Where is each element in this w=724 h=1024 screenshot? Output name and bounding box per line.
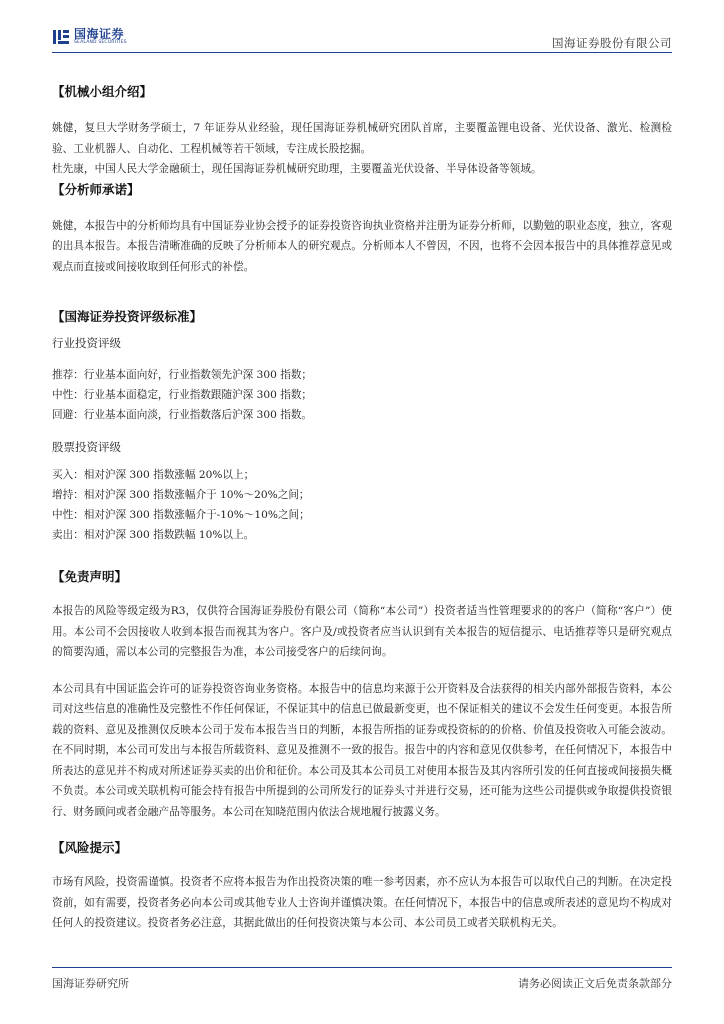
rating-section-title: 【国海证券投资评级标准】 (52, 309, 203, 324)
footer-disclaimer-note: 请务必阅读正文后免责条款部分 (518, 977, 672, 990)
sealand-logo-icon (52, 28, 70, 46)
header-company-name: 国海证券股份有限公司 (552, 36, 672, 50)
stock-rating-line: 卖出：相对沪深 300 指数跌幅 10%以上。 (52, 529, 255, 541)
stock-rating-line: 中性：相对沪深 300 指数涨幅介于-10%～10%之间； (52, 509, 310, 521)
commitment-paragraph: 姚健，本报告中的分析师均具有中国证券业协会授予的证券投资咨询执业资格并注册为证券分析师，以勤勉的职业态度，独立，客观的出具本报告。本报告清晰准确的反映了分析师本人的研究观点。分析师本人不曾因，不因，也将不会因本报告中的具体推荐意见或观点而直接或间接收取到任何形式的补偿。 (52, 219, 672, 273)
disclaimer-section (52, 567, 672, 822)
analyst-bio-1: 姚健，复旦大学财务学硕士，7 年证券从业经验，现任国海证券机械研究团队首席，主要覆盖锂电设备、光伏设备、激光、检测检验、工业机器人、自动化、工程机械等若干领域，专注成长股挖掘。 (52, 122, 672, 155)
team-section-title: 【机械小组介绍】 (52, 84, 153, 99)
page-header (52, 28, 672, 53)
rating-section (52, 307, 672, 545)
industry-rating-line: 回避：行业基本面向淡，行业指数落后沪深 300 指数。 (52, 409, 313, 421)
commitment-section-title: 【分析师承诺】 (52, 181, 140, 197)
team-section (52, 82, 672, 180)
risk-section-title: 【风险提示】 (52, 840, 128, 855)
report-body (52, 82, 672, 934)
logo-chinese-name: 国海证券 (74, 27, 125, 42)
disclaimer-section-title: 【免责声明】 (52, 569, 128, 584)
analyst-bio-2: 杜先康，中国人民大学金融硕士，现任国海证券机械研究助理，主要覆盖光伏设备、半导体设备等领域。 (52, 163, 542, 175)
page-footer (52, 967, 672, 998)
disclaimer-paragraph-1: 本报告的风险等级定级为R3，仅供符合国海证券股份有限公司（简称“本公司”）投资者适当性管理要求的的客户（简称“客户”）使用。本公司不会因接收人收到本报告而视其为客户。客户及/或投资者应当认识到有关本报告的短信提示、电话推荐等只是研究观点的简要沟通，需以本公司的完整报告为准，本公司接受客户的后续问询。 (52, 605, 672, 658)
risk-paragraph: 市场有风险，投资需谨慎。投资者不应将本报告为作出投资决策的唯一参考因素，亦不应认为本报告可以取代自己的判断。在决定投资前，如有需要，投资者务必向本公司或其他专业人士咨询并谨慎决策。在任何情况下，本报告中的信息或所表述的意见均不构成对任何人的投资建议。投资者务必注意，其据此做出的任何投资决策与本公司、本公司员工或者关联机构无关。 (52, 876, 672, 929)
risk-section (52, 838, 672, 934)
logo-english-name: SEALAND SECURITIES (74, 40, 127, 46)
stock-rating-line: 买入：相对沪深 300 指数涨幅 20%以上； (52, 469, 255, 481)
commitment-section (52, 180, 672, 278)
disclaimer-paragraph-2: 本公司具有中国证监会许可的证券投资咨询业务资格。本报告中的信息均来源于公开资料及合法获得的相关内部外部报告资料，本公司对这些信息的准确性及完整性不作任何保证，不保证其中的信息已做最新变更，也不保证相关的建议不会发生任何变更。本报告所载的资料、意见及推测仅反映本公司于发布本报告当日的判断，本报告所指的证券或投资标的的价格、价值及投资收入可能会波动。在不同时期，本公司可发出与本报告所载资料、意见及推测不一致的报告。报告中的内容和意见仅供参考，在任何情况下，本报告中所表达的意见并不构成对所述证券买卖的出价和征价。本公司及其本公司员工对使用本报告及其内容所引发的任何直接或间接损失概不负责。本公司或关联机构可能会持有报告中所提到的公司所发行的证券头寸并进行交易，还可能为这些公司提供或争取提供投资银行、财务顾问或者金融产品等服务。本公司在知晓范围内依法合规地履行披露义务。 (52, 682, 672, 818)
stock-rating-line: 增持：相对沪深 300 指数涨幅介于 10%～20%之间； (52, 489, 310, 501)
industry-rating-line: 中性：行业基本面稳定，行业指数跟随沪深 300 指数； (52, 389, 313, 401)
stock-rating-title: 股票投资评级 (52, 440, 121, 454)
industry-rating-line: 推荐：行业基本面向好，行业指数领先沪深 300 指数； (52, 369, 313, 381)
company-logo (52, 28, 127, 46)
industry-rating-title: 行业投资评级 (52, 336, 121, 350)
footer-institute: 国海证券研究所 (52, 977, 129, 990)
